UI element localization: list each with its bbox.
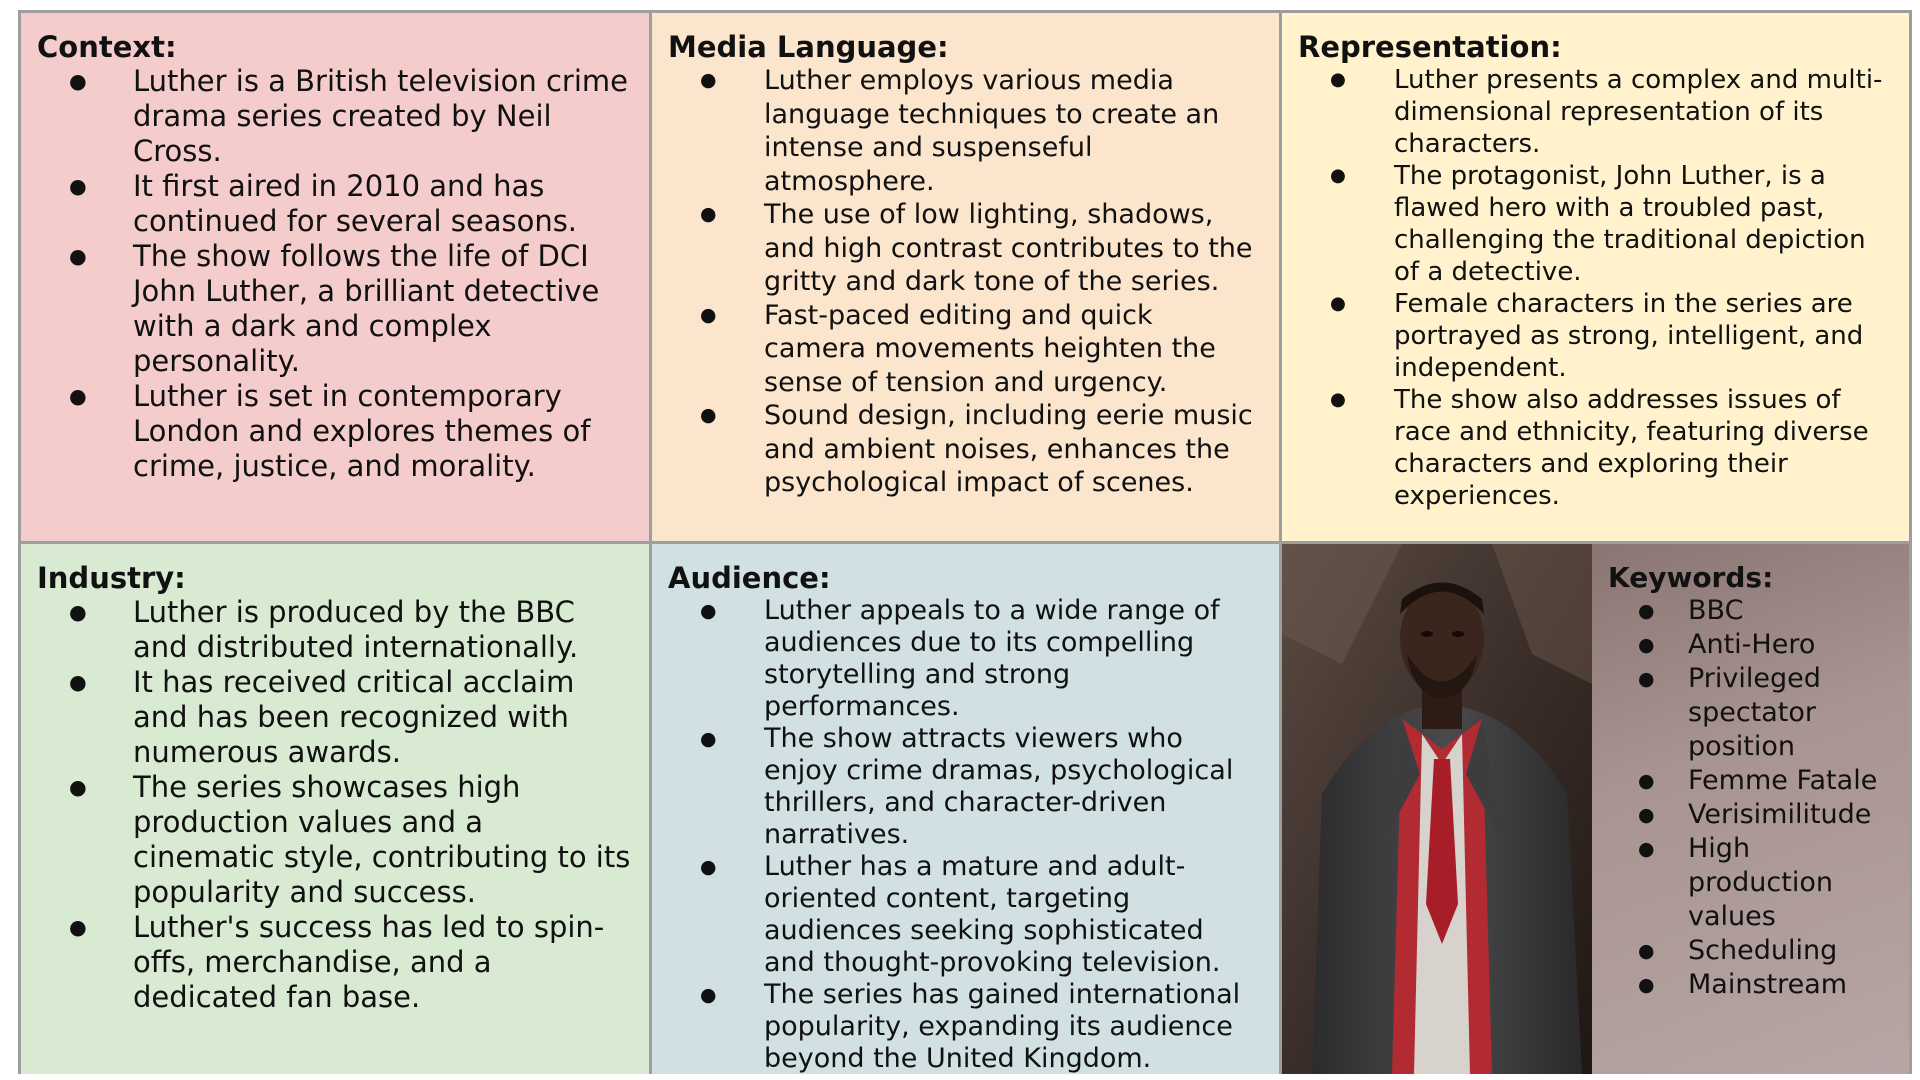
media-language-title: Media Language:	[668, 30, 949, 64]
keyword-item: ● Mainstream	[1608, 968, 1899, 1002]
keyword-item: ● Verisimilitude	[1608, 798, 1899, 832]
context-title: Context:	[37, 30, 177, 64]
keyword-item: ● BBC	[1608, 594, 1899, 628]
audience-title: Audience:	[668, 561, 831, 595]
media-language-list	[668, 64, 1261, 500]
keyword-item: ● Scheduling	[1608, 934, 1899, 968]
audience-panel	[652, 544, 1279, 1074]
keyword-item: ● Anti-Hero	[1608, 628, 1899, 662]
analysis-grid	[18, 10, 1912, 1074]
photo-keywords-panel	[1282, 544, 1909, 1074]
representation-panel	[1282, 13, 1909, 541]
list-item: ● The series showcases high production values and a cinematic style, contributing to its popularity and success.	[37, 770, 631, 910]
list-item: ● The series has gained international popularity, expanding its audience beyond the United Kingdom.	[668, 979, 1261, 1074]
list-item: ● Luther employs various media language techniques to create an intense and suspenseful atmosphere.	[668, 64, 1261, 198]
keywords-title: Keywords:	[1608, 561, 1774, 594]
list-item: ● The use of low lighting, shadows, and high contrast contributes to the gritty and dark tone of the series.	[668, 198, 1261, 299]
list-item: ● It has received critical acclaim and has been recognized with numerous awards.	[37, 665, 631, 770]
row-divider	[21, 541, 1909, 544]
context-list	[37, 64, 631, 484]
keywords-list	[1608, 594, 1899, 1002]
list-item: ● Luther has a mature and adult-oriented content, targeting audiences seeking sophisticated and thought-provoking television.	[668, 851, 1261, 979]
audience-list	[668, 595, 1261, 1074]
list-item: ● Luther's success has led to spin-offs, merchandise, and a dedicated fan base.	[37, 910, 631, 1015]
media-language-panel	[652, 13, 1279, 541]
representation-title: Representation:	[1298, 30, 1562, 64]
list-item: ● Luther appeals to a wide range of audiences due to its compelling storytelling and strong performances.	[668, 595, 1261, 723]
context-panel	[21, 13, 649, 541]
list-item: ● The show attracts viewers who enjoy crime dramas, psychological thrillers, and character-driven narratives.	[668, 723, 1261, 851]
keyword-item: ● Privileged spectator position	[1608, 662, 1899, 764]
keyword-item: ● Femme Fatale	[1608, 764, 1899, 798]
keywords-box	[1592, 544, 1909, 1074]
list-item: ● Luther presents a complex and multi-dimensional representation of its characters.	[1298, 64, 1891, 160]
list-item: ● Luther is a British television crime drama series created by Neil Cross.	[37, 64, 631, 169]
list-item: ● Female characters in the series are portrayed as strong, intelligent, and independent.	[1298, 288, 1891, 384]
industry-panel	[21, 544, 649, 1074]
list-item: ● The protagonist, John Luther, is a flawed hero with a troubled past, challenging the traditional depiction of a detective.	[1298, 160, 1891, 288]
list-item: ● The show follows the life of DCI John Luther, a brilliant detective with a dark and complex personality.	[37, 239, 631, 379]
list-item: ● The show also addresses issues of race and ethnicity, featuring diverse characters and exploring their experiences.	[1298, 384, 1891, 512]
luther-photo	[1282, 544, 1592, 1074]
list-item: ● It first aired in 2010 and has continued for several seasons.	[37, 169, 631, 239]
industry-list	[37, 595, 631, 1015]
representation-list	[1298, 64, 1891, 512]
list-item: ● Luther is set in contemporary London and explores themes of crime, justice, and morality.	[37, 379, 631, 484]
industry-title: Industry:	[37, 561, 186, 595]
list-item: ● Luther is produced by the BBC and distributed internationally.	[37, 595, 631, 665]
list-item: ● Sound design, including eerie music and ambient noises, enhances the psychological impact of scenes.	[668, 399, 1261, 500]
list-item: ● Fast-paced editing and quick camera movements heighten the sense of tension and urgency.	[668, 299, 1261, 400]
keyword-item: ● High production values	[1608, 832, 1899, 934]
